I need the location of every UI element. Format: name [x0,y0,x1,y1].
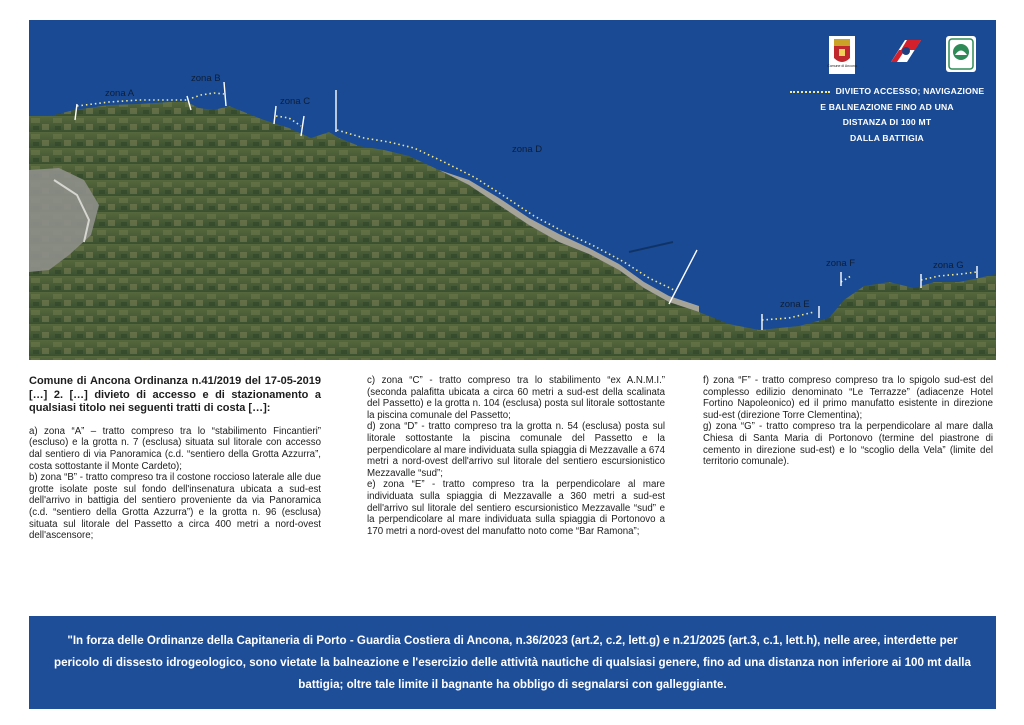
zone-d-description: d) zona “D” - tratto compreso tra la grotta n. 54 (esclusa) posta sul litorale sottostante la piscina comunale del Passetto e la perpendicolare al mare individuata sulla spiaggia di Mezzavalle a 674 metri a nord-ovest dell'arrivo sul litorale del sentiero escursionistico Mezzavalle “sud”; [367,421,665,479]
legend-line-4: DALLA BATTIGIA [850,132,924,143]
zone-label-b: zona B [191,73,221,84]
notice-banner [29,616,996,709]
zone-label-a: zona A [105,88,135,99]
text-column-1 [29,375,321,542]
comune-crest-icon [829,36,855,74]
legend-line-1: DIVIETO ACCESSO; NAVIGAZIONE [787,84,987,100]
zone-label-d: zona D [512,144,543,155]
guardia-costiera-icon [885,38,923,66]
zone-label-f: zona F [826,258,856,269]
zone-c-description: c) zona “C” - tratto compreso tra lo stabilimento “ex A.N.M.I.” (seconda palafitta ubicata a circa 60 metri a sud-est della scalinata del Passetto) e la grotta n. 104 (esclusa) posta sul litorale sottostante la piscina comunale del Passetto; [367,375,665,421]
zone-label-e: zona E [780,299,810,310]
parco-conero-icon [946,36,976,72]
text-column-3 [703,375,993,468]
zone-a-description: a) zona “A” – tratto compreso tra lo “stabilimento Fincantieri” (escluso) e la grotta n. 7 (esclusa) situata sul litorale con accesso dal sentiero di via Panoramica (c.d. “sentiero della Grotta Azzurra”, costa sottostante il Monte Cardeto); [29,425,321,472]
legend-line-3: DISTANZA DI 100 MT [842,117,932,127]
zone-g-description: g) zona “G” - tratto compreso tra la perpendicolare al mare dalla Chiesa di Santa Maria di Portonovo (termine del piastrone di cemento in direzione sud-est) e lo “scoglio della Vela” (limite del territorio comunale). [703,421,993,468]
legend-line-2: E BALNEAZIONE FINO AD UNA [820,101,954,112]
zone-b-description: b) zona “B” - tratto compreso tra il costone roccioso laterale alle due grotte isolate poste sul fondo dell'insenatura ubicata a sud-est dell'arrivo in battigia del sentiero proveniente da via Panoramica (c.d. “sentiero della Grotta Azzurra”) e la grotta n. 96 (esclusa) situata sul litorale del Passetto a circa 400 metri a nord-ovest dell'ascensore; [29,472,321,542]
ordinance-heading: Comune di Ancona Ordinanza n.41/2019 del 17-05-2019 […] 2. […] divieto di accesso e di stazionamento a qualsiasi titolo nei seguenti tratti di costa […]: [29,375,321,415]
coastline-map [29,20,996,360]
zone-label-g: zona G [933,260,964,271]
logos [829,36,979,76]
zone-f-description: f) zona “F” - tratto compreso compreso tra lo spigolo sud-est del complesso edilizio denominato “Le Terrazze” (adiacenze Hotel Fortino Napoleonico) ed il primo manufatto esistente in direzione sud-est (direzione Torre Clementina); [703,375,993,421]
zone-label-c: zona C [280,96,311,107]
text-column-2 [367,375,665,537]
comune-crest-caption: Comune di Ancona [827,64,857,68]
map-legend [787,84,987,146]
notice-banner-text: "In forza delle Ordinanze della Capitaneria di Porto - Guardia Costiera di Ancona, n.36/2023 (art.2, c.2, lett.g) e n.21/2025 (art.3, c.1, lett.h), nelle aree, interdette per pericolo di dissesto idrogeologico, sono vietate la balneazione e l'esercizio delle attività nautiche di qualsiasi genere, fino ad una distanza non inferiore ai 100 mt dalla battigia; oltre tale limite il bagnante ha obbligo di segnalarsi con galleggiante. [54,633,971,691]
zone-e-description: e) zona “E” - tratto compreso tra la perpendicolare al mare individuata sulla spiaggia di Mezzavalle a 360 metri a sud-est dell'arrivo sul litorale del sentiero escursionistico Mezzavalle “sud” e la perpendicolare al mare individuata sulla spiaggia di Portonovo a 170 metri a nord-ovest del manufatto noto come “Bar Ramona”; [367,479,665,537]
legend-dots-icon [790,91,830,93]
